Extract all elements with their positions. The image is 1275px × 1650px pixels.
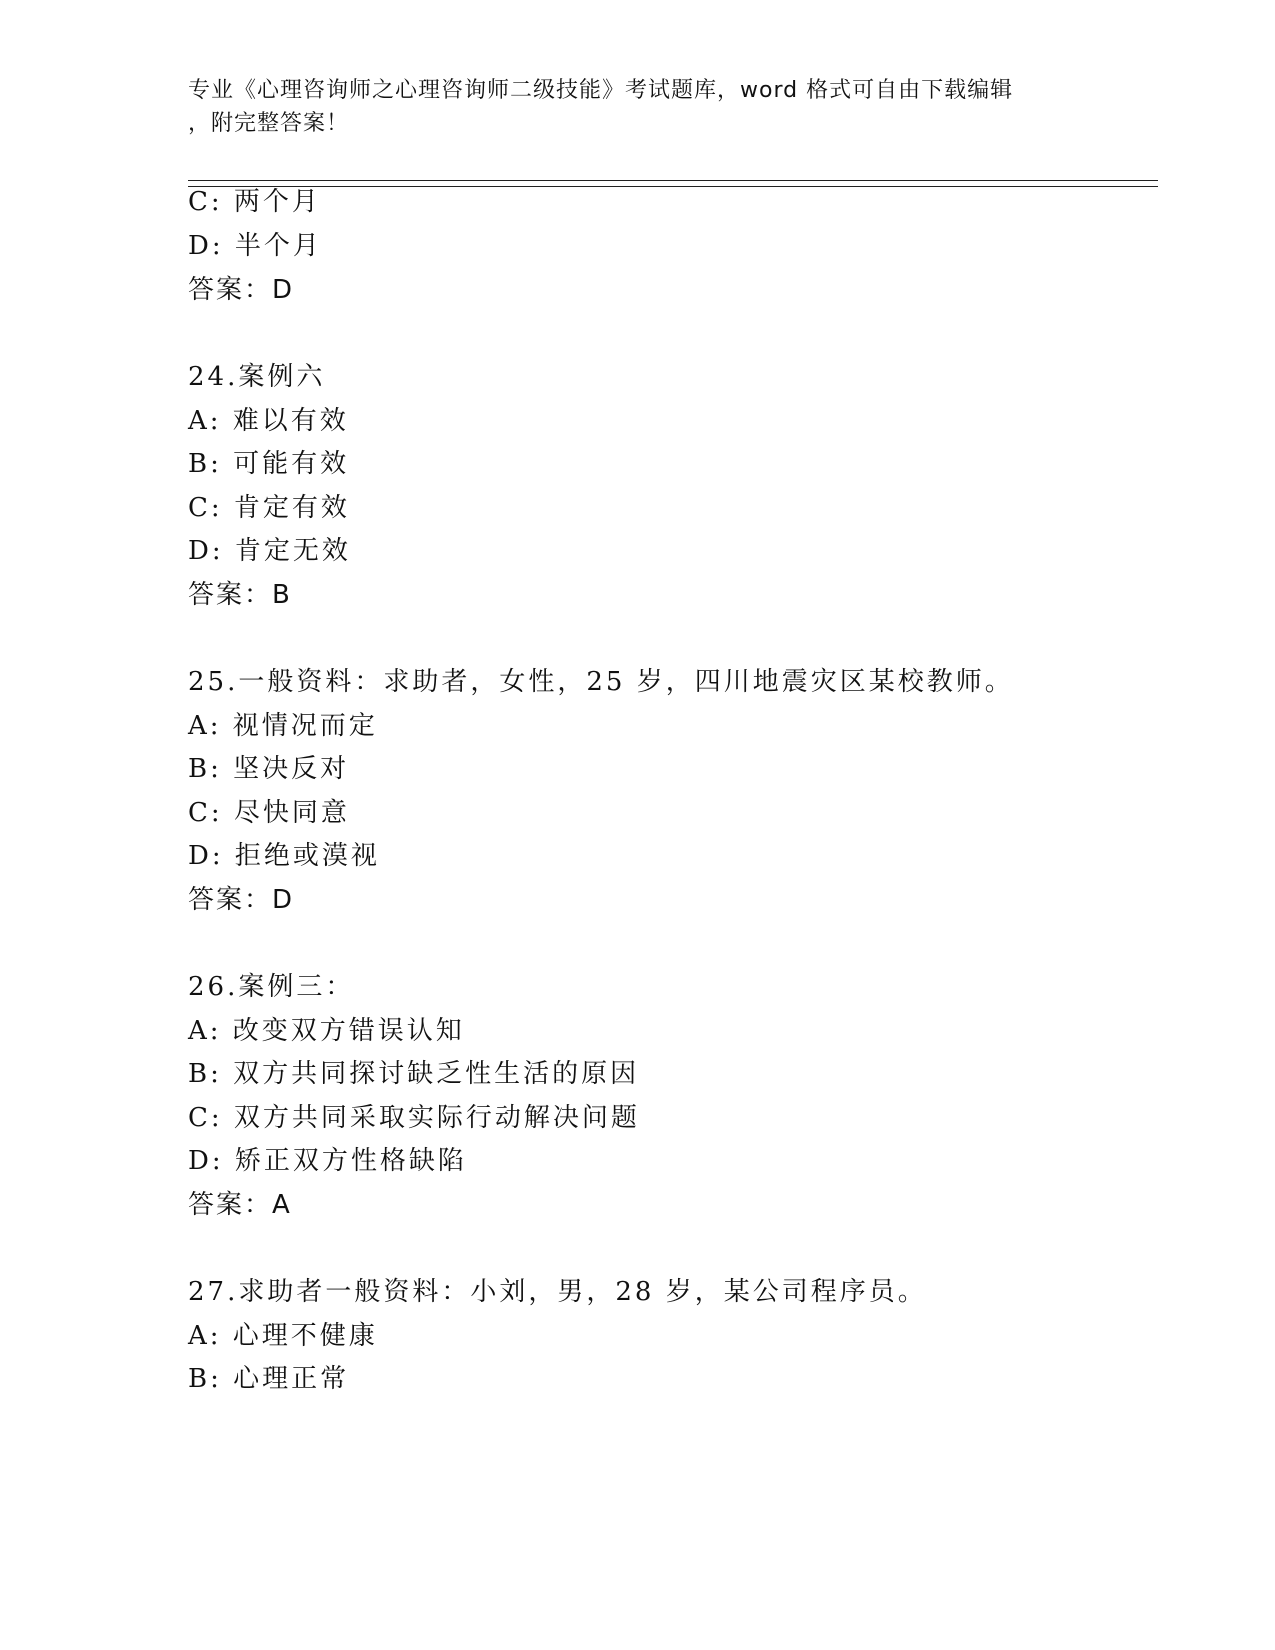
header-divider	[188, 180, 1158, 187]
option-b: B: 坚决反对	[188, 754, 350, 784]
question-26: 26.案例三：	[188, 972, 355, 1002]
option-d: D: 半个月	[188, 231, 322, 261]
answer: 答案：B	[188, 580, 292, 610]
option-a: A: 难以有效	[188, 406, 349, 436]
option-a: A: 视情况而定	[188, 711, 378, 741]
answer: 答案：D	[188, 885, 295, 915]
header-title-line-1: 专业《心理咨询师之心理咨询师二级技能》考试题库，word 格式可自由下载编辑	[188, 78, 1014, 103]
document-header	[188, 74, 1088, 140]
option-c: C: 双方共同采取实际行动解决问题	[188, 1103, 640, 1133]
option-c: C: 两个月	[188, 187, 321, 217]
option-a: A: 改变双方错误认知	[188, 1016, 465, 1046]
option-c: C: 尽快同意	[188, 798, 350, 828]
question-27: 27.求助者一般资料：小刘，男，28 岁，某公司程序员。	[188, 1277, 927, 1307]
answer: 答案：A	[188, 1190, 292, 1220]
option-d: D: 矫正双方性格缺陷	[188, 1146, 467, 1176]
option-b: B: 双方共同探讨缺乏性生活的原因	[188, 1059, 640, 1089]
option-a: A: 心理不健康	[188, 1321, 378, 1351]
option-d: D: 拒绝或漠视	[188, 841, 380, 871]
option-b: B: 可能有效	[188, 449, 350, 479]
option-d: D: 肯定无效	[188, 536, 351, 566]
option-c: C: 肯定有效	[188, 493, 350, 523]
option-b: B: 心理正常	[188, 1364, 350, 1394]
answer: 答案：D	[188, 275, 295, 305]
question-24: 24.案例六	[188, 362, 326, 392]
header-title-line-2: ，附完整答案！	[188, 111, 350, 136]
question-25: 25.一般资料：求助者，女性，25 岁，四川地震灾区某校教师。	[188, 667, 1014, 697]
